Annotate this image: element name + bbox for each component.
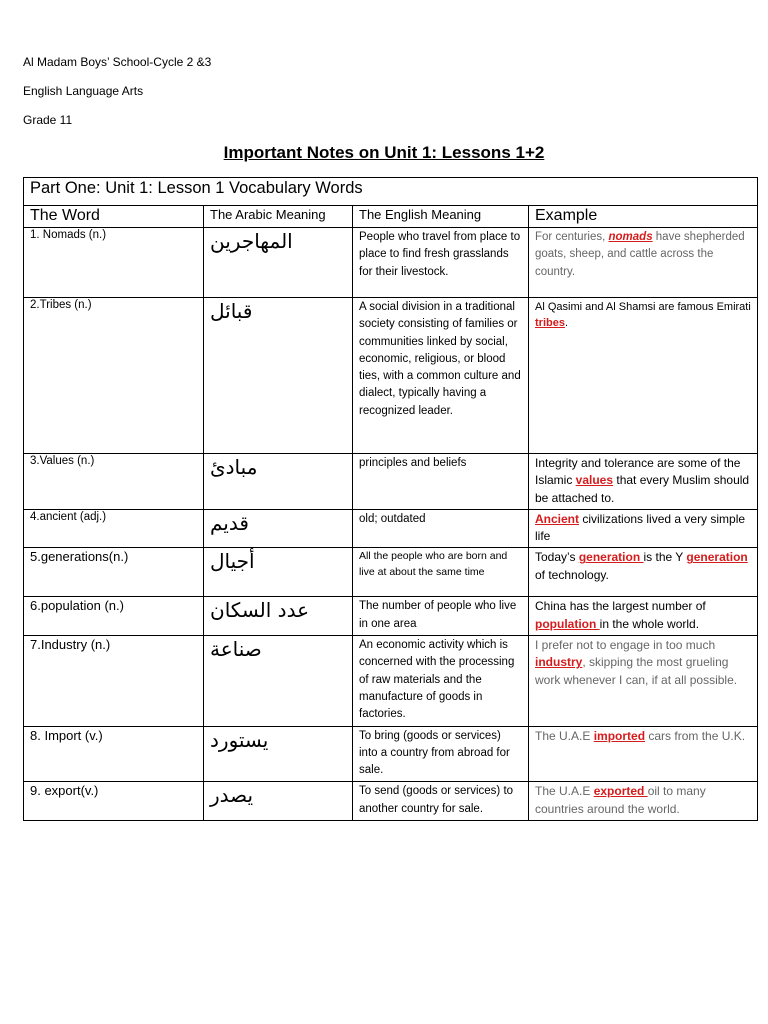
arabic-cell: مبادئ xyxy=(204,454,353,510)
word-cell: 9. export(v.) xyxy=(24,782,204,821)
vocabulary-table xyxy=(23,177,758,821)
english-cell: principles and beliefs xyxy=(353,454,529,510)
table-row xyxy=(24,454,758,510)
example-text: Integrity and tolerance are some of the Islamic xyxy=(535,456,741,488)
example-highlight: generation xyxy=(686,550,748,565)
table-row xyxy=(24,726,758,782)
english-cell: To bring (goods or services) into a country from abroad for sale. xyxy=(353,726,529,782)
table-row xyxy=(24,228,758,298)
example-cell xyxy=(529,298,758,454)
english-cell: A social division in a traditional society consisting of families or communities linked by social, economic, religious, or blood ties, with a common culture and dialect, typically having a recognized leader. xyxy=(353,298,529,454)
table-row xyxy=(24,597,758,636)
example-highlight: generation xyxy=(578,550,644,565)
arabic-cell: عدد السكان xyxy=(204,597,353,636)
column-header-example: Example xyxy=(529,206,758,228)
arabic-cell: قبائل xyxy=(204,298,353,454)
example-cell xyxy=(529,636,758,726)
table-row xyxy=(24,298,758,454)
example-text: cars from the U.K. xyxy=(645,728,746,743)
word-cell: 6.population (n.) xyxy=(24,597,204,636)
example-text: that every Muslim should be attached to. xyxy=(535,473,750,505)
column-header-arabic: The Arabic Meaning xyxy=(204,206,353,228)
example-text: Today’s xyxy=(535,550,579,565)
english-cell: To send (goods or services) to another country for sale. xyxy=(353,782,529,821)
word-cell: 4.ancient (adj.) xyxy=(24,509,204,548)
word-cell: 2.Tribes (n.) xyxy=(24,298,204,454)
column-header-word: The Word xyxy=(24,206,204,228)
arabic-cell: صناعة xyxy=(204,636,353,726)
table-row xyxy=(24,548,758,597)
example-highlight: tribes xyxy=(535,317,565,329)
example-highlight: exported xyxy=(593,784,648,799)
example-highlight: nomads xyxy=(608,231,653,243)
example-text: have shepherded goats, sheep, and cattle across the country. xyxy=(535,231,745,278)
example-text: , skipping the most grueling work whenever I can, if at all possible. xyxy=(535,655,738,687)
arabic-cell: قديم xyxy=(204,509,353,548)
arabic-cell: أجيال xyxy=(204,548,353,597)
example-highlight: Ancient xyxy=(535,511,580,526)
english-cell: old; outdated xyxy=(353,509,529,548)
subject-name: English Language Arts xyxy=(23,84,144,98)
example-text: civilizations lived a very simple life xyxy=(535,511,746,544)
grade-label: Grade 11 xyxy=(23,113,73,127)
example-text: The U.A.E xyxy=(535,728,594,743)
example-highlight: imported xyxy=(593,728,646,743)
column-header-english: The English Meaning xyxy=(353,206,529,228)
document-title: Important Notes on Unit 1: Lessons 1+2 xyxy=(223,143,545,162)
example-text: . xyxy=(564,317,569,329)
word-cell: 5.generations(n.) xyxy=(24,548,204,597)
part-heading: Part One: Unit 1: Lesson 1 Vocabulary Words xyxy=(24,178,758,206)
english-cell: The number of people who live in one area xyxy=(353,597,529,636)
example-text: of technology. xyxy=(535,567,609,582)
example-text: I prefer not to engage in too much xyxy=(535,638,716,653)
english-cell: An economic activity which is concerned with the processing of raw materials and the manufacture of goods in factories. xyxy=(353,636,529,726)
example-cell xyxy=(529,597,758,636)
arabic-cell: يصدر xyxy=(204,782,353,821)
example-cell xyxy=(529,228,758,298)
example-cell xyxy=(529,509,758,548)
example-text: China has the largest number of xyxy=(535,599,706,614)
example-text: The U.A.E xyxy=(535,784,594,799)
arabic-cell: المهاجرين xyxy=(204,228,353,298)
example-text: in the whole world. xyxy=(599,616,700,631)
english-cell: All the people who are born and live at about the same time xyxy=(353,548,529,597)
word-cell: 7.Industry (n.) xyxy=(24,636,204,726)
example-text: For centuries, xyxy=(535,231,609,243)
arabic-cell: يستورد xyxy=(204,726,353,782)
example-highlight: values xyxy=(575,473,614,488)
example-cell xyxy=(529,782,758,821)
word-cell: 8. Import (v.) xyxy=(24,726,204,782)
column-header-row xyxy=(24,206,758,228)
example-text: oil to many countries around the world. xyxy=(535,784,706,816)
word-cell: 3.Values (n.) xyxy=(24,454,204,510)
example-text: is the Y xyxy=(643,550,687,565)
example-cell xyxy=(529,726,758,782)
example-highlight: industry xyxy=(535,655,583,670)
table-row xyxy=(24,509,758,548)
example-text: Al Qasimi and Al Shamsi are famous Emirati xyxy=(535,301,751,313)
example-highlight: population xyxy=(535,616,600,631)
word-cell: 1. Nomads (n.) xyxy=(24,228,204,298)
table-row xyxy=(24,636,758,726)
school-name: Al Madam Boys’ School-Cycle 2 &3 xyxy=(23,55,212,69)
part-heading-row xyxy=(24,178,758,206)
table-row xyxy=(24,782,758,821)
english-cell: People who travel from place to place to find fresh grasslands for their livestock. xyxy=(353,228,529,298)
example-cell xyxy=(529,548,758,597)
example-cell xyxy=(529,454,758,510)
